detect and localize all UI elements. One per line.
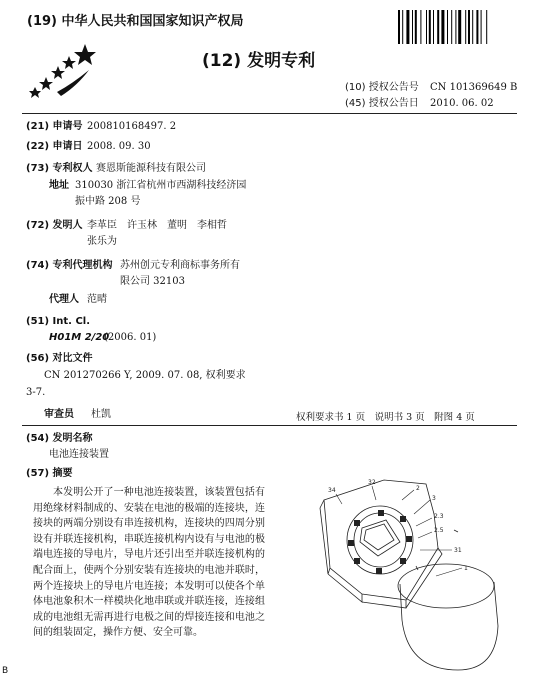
int-cl-label: (51) Int. Cl. xyxy=(26,316,91,327)
application-date: 2008. 09. 30 xyxy=(87,141,151,152)
publication-date: 2010. 06. 02 xyxy=(430,98,494,109)
barcode xyxy=(398,10,516,44)
issuing-authority: (19) 中华人民共和国国家知识产权局 xyxy=(27,14,244,29)
application-number: 200810168497. 2 xyxy=(87,121,177,132)
barcode-bar xyxy=(402,10,403,44)
side-mark: B xyxy=(2,666,9,676)
barcode-bar xyxy=(465,10,466,44)
int-cl-main: H01M 2/20 xyxy=(49,332,110,343)
barcode-bar xyxy=(486,10,487,44)
publication-number-label: (10) 授权公告号 xyxy=(345,82,419,93)
cited-documents-label: (56) 对比文件 xyxy=(26,353,93,364)
barcode-bar xyxy=(472,10,473,44)
barcode-bar xyxy=(447,10,448,44)
sipo-logo xyxy=(27,40,102,98)
barcode-bar xyxy=(426,10,427,44)
abstract-text: 本发明公开了一种电池连接装置，该装置包括有用绝缘材料制成的、安装在电池的极端的连接块，连接块的两端分别设有串连接机构，连接块的四周分别设有并联连接机构，串联连接机构内设有与电池的极端电连接的导电片，导电片还引出至并联连接机构的配合面上，使两个分别安装有连接块的电池并联时，两个连接块上的导电片电连接；本发明可以使各个单体电池象积木一样模块化地串联或并联连接，连接组成的电池组无需再进行电极之间的焊接连接和电池之间的组装固定，操作方便、安全可靠。 xyxy=(33,487,265,639)
figure-label: 2.3 xyxy=(434,513,444,520)
barcode-bar xyxy=(415,10,417,44)
biblio-rule xyxy=(22,425,517,426)
barcode-bar xyxy=(451,10,452,44)
application-number-label: (21) 申请号 xyxy=(26,121,83,132)
address-line-1: 310030 浙江省杭州市西湖科技经济园 xyxy=(75,180,247,191)
application-date-label: (22) 申请日 xyxy=(26,141,83,152)
publication-date-label: (45) 授权公告日 xyxy=(345,98,419,109)
figure-label: 32 xyxy=(368,479,376,486)
barcode-bar xyxy=(476,10,478,44)
barcode-bar xyxy=(398,10,400,44)
figure-label: 2 xyxy=(416,485,420,492)
invention-name-label: (54) 发明名称 xyxy=(26,433,93,444)
barcode-bar xyxy=(437,10,439,44)
barcode-bar xyxy=(458,10,461,44)
invention-name: 电池连接装置 xyxy=(49,449,109,460)
patentee-label: (73) 专利权人 xyxy=(26,163,93,174)
battery-connector-drawing xyxy=(296,470,518,676)
address-label: 地址 xyxy=(49,180,69,191)
cited-line-2: 3-7. xyxy=(26,387,46,398)
patentee: 赛恩斯能源科技有限公司 xyxy=(96,163,206,174)
inventors-line-2: 张乐为 xyxy=(87,236,117,247)
barcode-bar xyxy=(433,10,434,44)
barcode-bar xyxy=(406,10,409,44)
figure-label: 2.5 xyxy=(434,527,444,534)
inventors-line-1: 李革臣 许玉林 董明 李相哲 xyxy=(87,220,227,231)
barcode-bar xyxy=(420,10,421,44)
agency-label: (74) 专利代理机构 xyxy=(26,260,113,271)
figure-label: 1 xyxy=(464,565,468,572)
agent: 范晴 xyxy=(87,294,107,305)
inventors-label: (72) 发明人 xyxy=(26,220,83,231)
document-type: (12) 发明专利 xyxy=(202,51,316,71)
examiner: 杜凯 xyxy=(91,409,111,420)
barcode-bar xyxy=(455,10,456,44)
agency-line-2: 限公司 32103 xyxy=(120,276,185,287)
barcode-bar xyxy=(441,10,444,44)
agent-label: 代理人 xyxy=(49,294,79,305)
barcode-bar xyxy=(481,10,482,44)
publication-number: CN 101369649 B xyxy=(430,82,518,93)
cited-line-1: CN 201270266 Y, 2009. 07. 08, 权利要求 xyxy=(44,370,246,381)
barcode-bar xyxy=(468,10,470,44)
address-line-2: 振中路 208 号 xyxy=(75,196,141,207)
abstract-label: (57) 摘要 xyxy=(26,468,73,479)
examiner-label: 审查员 xyxy=(44,409,74,420)
figure-label: 31 xyxy=(454,547,462,554)
header-rule xyxy=(22,113,517,114)
agency-line-1: 苏州创元专利商标事务所有 xyxy=(120,260,240,271)
figure-label: 34 xyxy=(328,487,336,494)
figure-label: 3 xyxy=(432,495,436,502)
barcode-bar xyxy=(429,10,431,44)
barcode-bar xyxy=(412,10,413,44)
int-cl-date: (2006. 01) xyxy=(104,332,157,343)
page-counts: 权利要求书 1 页 说明书 3 页 附图 4 页 xyxy=(296,412,475,423)
